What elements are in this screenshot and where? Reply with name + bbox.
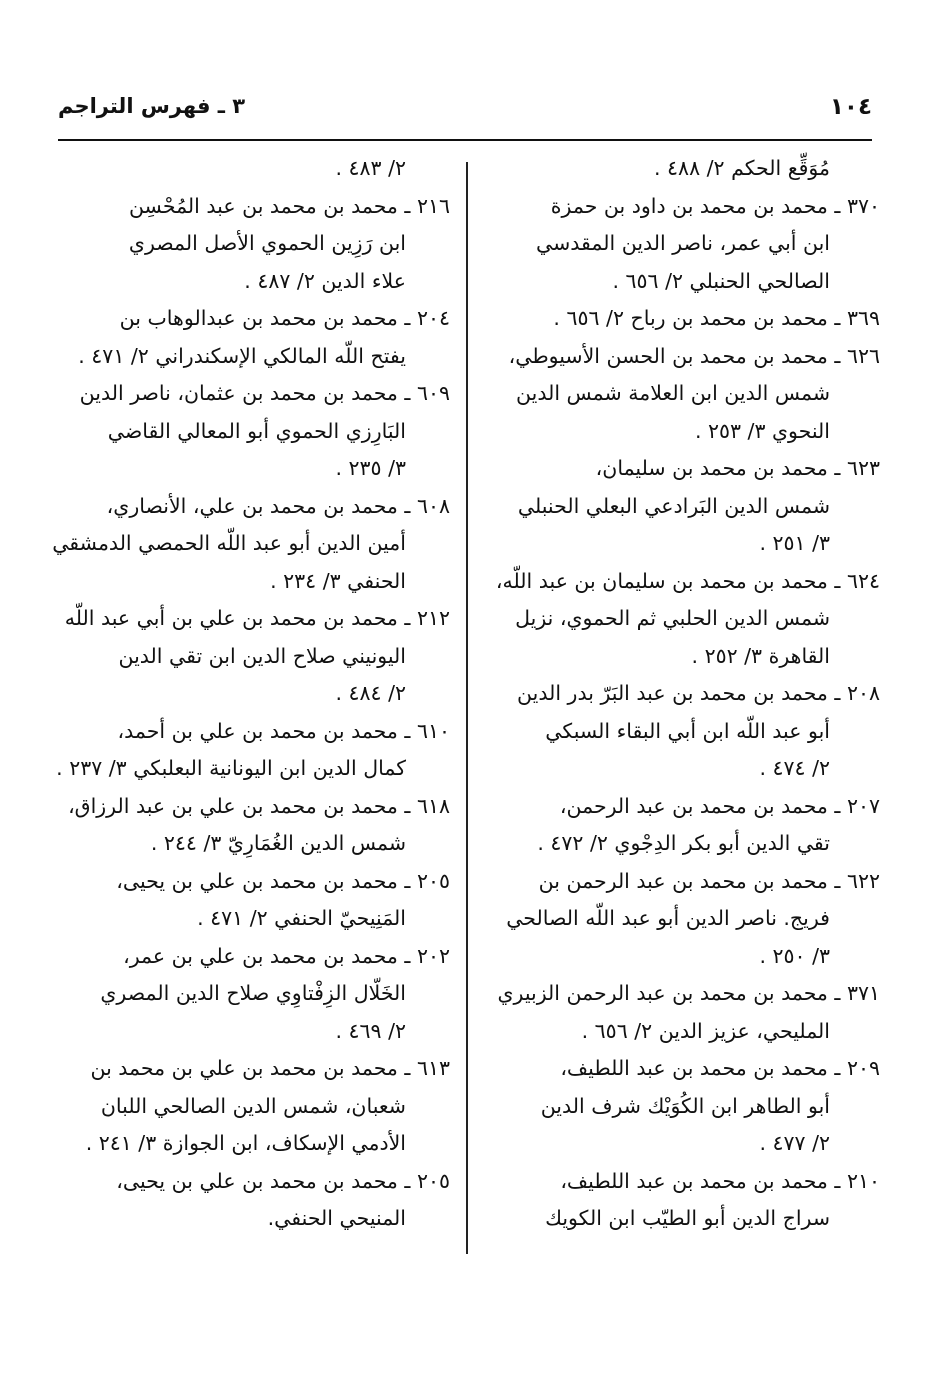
index-entry — [52, 488, 450, 601]
entry-line: ٣٦٩ ـ محمد بن محمد بن رباح ٢/ ٦٥٦ . — [553, 306, 880, 330]
page-header — [58, 94, 872, 124]
index-entry — [500, 675, 880, 788]
entry-line: النحوي ٣/ ٢٥٣ . — [694, 418, 830, 443]
index-entry — [64, 375, 450, 488]
index-entry — [64, 150, 450, 188]
index-entry — [500, 863, 880, 976]
index-entry — [64, 188, 450, 301]
entry-line: ٣٧١ ـ محمد بن محمد بن عبد الرحمن الزبيري — [497, 981, 880, 1005]
entry-line: مُوَقِّع الحكم ٢/ ٤٨٨ . — [654, 156, 830, 180]
entry-line: ٢٠٩ ـ محمد بن محمد بن عبد اللطيف، — [560, 1056, 880, 1080]
entry-line: ٦٠٩ ـ محمد بن محمد بن عثمان، ناصر الدين — [79, 381, 450, 405]
entry-line: المَنِيحيّ الحنفي ٢/ ٤٧١ . — [197, 906, 406, 930]
entry-line: ٦١٠ ـ محمد بن محمد بن علي بن أحمد، — [117, 718, 450, 743]
index-entry — [64, 300, 450, 375]
entry-line: ٢/ ٤٦٩ . — [335, 1018, 406, 1043]
entry-line: ٢١٠ ـ محمد بن محمد بن عبد اللطيف، — [560, 1168, 880, 1193]
entry-line: ٢٠٧ ـ محمد بن محمد بن عبد الرحمن، — [559, 793, 880, 818]
index-entry — [500, 150, 880, 188]
entry-line: ٣/ ٢٣٥ . — [335, 456, 406, 480]
index-entry — [64, 600, 450, 713]
header-rule — [58, 139, 872, 141]
entry-line: ٢٠٥ ـ محمد بن محمد بن علي بن يحيى، — [116, 1168, 450, 1193]
index-entry — [64, 1050, 450, 1163]
entry-line: ٣٧٠ ـ محمد بن محمد بن داود بن حمزة — [550, 193, 880, 218]
entry-line: شمس الدين الحلبي ثم الحموي، نزيل — [515, 606, 830, 630]
index-entry — [500, 188, 880, 301]
entry-line: شمس الدين ابن العلامة شمس الدين — [516, 381, 830, 405]
entry-line: ٦٢٢ ـ محمد بن محمد بن عبد الرحمن بن — [538, 868, 880, 893]
index-entry — [495, 563, 880, 676]
entry-line: الخَلّال الزِفْتاوِي صلاح الدين المصري — [100, 981, 406, 1005]
entry-line: ٢/ ٤٨٤ . — [335, 681, 406, 705]
index-entry — [56, 713, 450, 788]
right-column — [495, 150, 880, 1238]
entry-line: ٢/ ٤٧٧ . — [759, 1131, 830, 1155]
entry-line: سراج الدين أبو الطيّب ابن الكويك — [545, 1206, 830, 1230]
entry-line: يفتح اللّه المالكي الإسكندراني ٢/ ٤٧١ . — [78, 343, 406, 368]
entry-line: تقي الدين أبو بكر الدِجْوي ٢/ ٤٧٢ . — [537, 831, 830, 855]
entry-line: ٢١٢ ـ محمد بن محمد بن علي بن أبي عبد اللّه — [64, 606, 450, 630]
index-entry — [64, 863, 450, 938]
entry-line: ابن رَزِين الحموي الأصل المصري — [128, 231, 406, 255]
entry-line: ٦٠٨ ـ محمد بن محمد بن علي، الأنصاري، — [106, 493, 450, 518]
entry-line: القاهرة ٣/ ٢٥٢ . — [691, 643, 830, 668]
entry-line: الأدمي الإسكاف، ابن الجوازة ٣/ ٢٤١ . — [85, 1131, 406, 1155]
entry-line: المليحي، عزيز الدين ٢/ ٦٥٦ . — [581, 1018, 830, 1043]
index-entry — [500, 1163, 880, 1238]
entry-line: شعبان، شمس الدين الصالحي اللبان — [100, 1093, 406, 1118]
entry-line: ٣/ ٢٥٠ . — [759, 943, 830, 968]
entry-line: شمس الدين البَرادعي البعلي الحنبلي — [517, 493, 830, 518]
index-entry — [500, 1050, 880, 1163]
index-entry — [64, 788, 450, 863]
entry-line: علاء الدين ٢/ ٤٨٧ . — [244, 268, 406, 293]
entry-line: ٢٠٤ ـ محمد بن محمد بن عبدالوهاب بن — [119, 306, 450, 330]
index-entry — [64, 938, 450, 1051]
entry-line: أبو الطاهر ابن الكُوَيْك شرف الدين — [540, 1093, 830, 1118]
index-entry — [497, 975, 880, 1050]
index-entry — [500, 788, 880, 863]
entry-line: المنيحي الحنفي. — [267, 1206, 406, 1230]
left-column — [52, 150, 450, 1238]
entry-line: شمس الدين الغُمَارِيّ ٣/ ٢٤٤ . — [150, 831, 406, 855]
entry-line: ٣/ ٢٥١ . — [759, 531, 830, 555]
page-number: ١٠٤ — [829, 94, 872, 120]
index-entry — [500, 338, 880, 451]
entry-line: البَارِزي الحموي أبو المعالي القاضي — [107, 418, 406, 443]
index-entry — [64, 1163, 450, 1238]
entry-line: ٦٢٣ ـ محمد بن محمد بن سليمان، — [595, 456, 880, 480]
entry-line: ابن أبي عمر، ناصر الدين المقدسي — [536, 231, 830, 255]
entry-line: فريج. ناصر الدين أبو عبد اللّه الصالحي — [506, 906, 830, 930]
entry-line: ٢٠٥ ـ محمد بن محمد بن علي بن يحيى، — [116, 868, 450, 893]
entry-line: ٢/ ٤٧٤ . — [759, 756, 830, 780]
entry-line: ٢١٦ ـ محمد بن محمد بن عبد المُحْسِن — [128, 193, 450, 218]
column-divider — [466, 162, 468, 1254]
index-entry — [500, 450, 880, 563]
entry-line: ٦١٣ ـ محمد بن محمد بن علي بن محمد بن — [90, 1056, 450, 1080]
entry-line: كمال الدين ابن اليونانية البعلبكي ٣/ ٢٣٧ . — [56, 756, 406, 780]
index-entry — [500, 300, 880, 338]
entry-line: ٦٢٤ ـ محمد بن محمد بن سليمان بن عبد اللّه، — [495, 568, 880, 593]
running-title: ٣ ـ فهرس التراجم — [58, 94, 246, 118]
entry-line: ٦١٨ ـ محمد بن محمد بن علي بن عبد الرزاق، — [68, 793, 450, 818]
entry-line: الصالحي الحنبلي ٢/ ٦٥٦ . — [612, 268, 830, 293]
entry-line: ٢/ ٤٨٣ . — [335, 156, 406, 180]
entry-line: ٦٢٦ ـ محمد بن محمد بن الحسن الأسيوطي، — [508, 343, 880, 368]
entry-line: أمين الدين أبو عبد اللّه الحمصي الدمشقي — [52, 531, 406, 555]
entry-line: ٢٠٨ ـ محمد بن محمد بن عبد البَرّ بدر الدين — [517, 681, 880, 705]
entry-line: أبو عبد اللّه ابن أبي البقاء السبكي — [545, 718, 830, 743]
entry-line: اليونيني صلاح الدين ابن تقي الدين — [118, 643, 406, 668]
entry-line: الحنفي ٣/ ٢٣٤ . — [270, 568, 406, 593]
entry-line: ٢٠٢ ـ محمد بن محمد بن علي بن عمر، — [123, 943, 450, 968]
